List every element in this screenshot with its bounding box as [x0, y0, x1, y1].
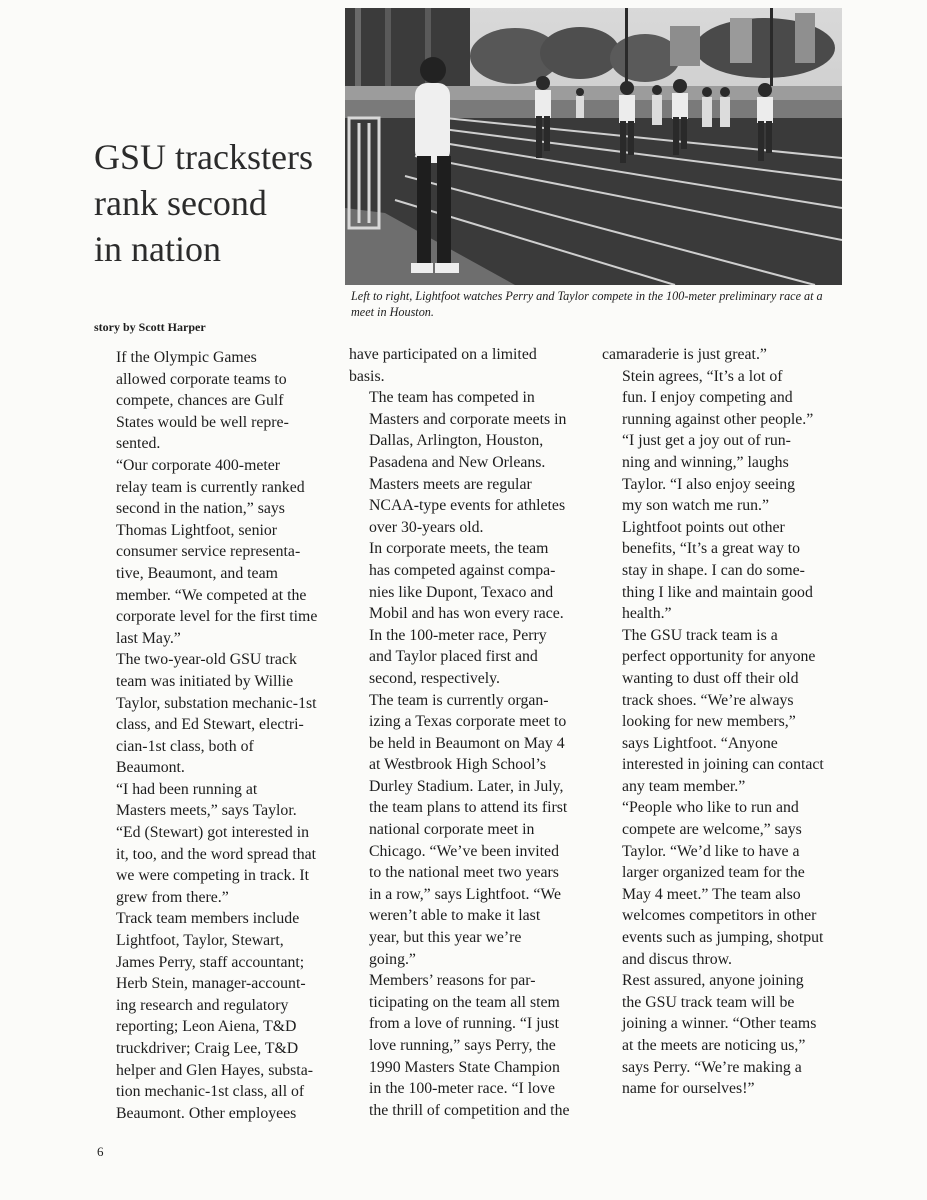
text-line: Mobil and has won every race. [369, 605, 564, 623]
text-line: wanting to dust off their old [622, 669, 799, 687]
text-line: team was initiated by Willie [116, 672, 294, 690]
text-line: second in the nation,” says [116, 500, 285, 518]
text-line: love running,” says Perry, the [369, 1037, 556, 1054]
article-paragraph [96, 779, 340, 909]
text-line: ticipating on the team all stem [369, 993, 560, 1011]
text-line: ning and winning,” laughs [622, 453, 789, 471]
text-line: Pasadena and New Orleans. [369, 453, 546, 471]
text-line: “I just get a joy out of run- [622, 432, 791, 450]
text-line: May 4 meet.” The team also [622, 885, 801, 903]
text-line: Taylor, substation mechanic-1st [116, 694, 317, 712]
text-line: and discus throw. [622, 950, 732, 968]
text-line: States would be well repre- [116, 413, 289, 431]
text-line: we were competing in track. It [116, 867, 309, 885]
text-line: have participated on a limited [349, 346, 537, 363]
article-paragraph [602, 366, 848, 431]
text-line: says Perry. “We’re making a [622, 1058, 802, 1076]
text-line: izing a Texas corporate meet to [369, 713, 567, 731]
text-line: events such as jumping, shotput [622, 929, 824, 947]
text-line: Stein agrees, “It’s a lot of [622, 367, 783, 385]
text-line: running against other people.” [622, 410, 814, 428]
text-line: national corporate meet in [369, 821, 535, 839]
text-line: Thomas Lightfoot, senior [116, 521, 278, 539]
text-line: Beaumont. [116, 759, 185, 777]
text-line: track shoes. “We’re always [622, 691, 794, 709]
text-line: joining a winner. “Other teams [622, 1015, 817, 1033]
text-line: Taylor. “I also enjoy seeing [622, 475, 796, 493]
text-line: camaraderie is just great.” [602, 346, 767, 363]
track-meet-photo [345, 8, 842, 285]
text-line: perfect opportunity for anyone [622, 648, 816, 666]
article-column-2 [349, 344, 589, 1121]
text-line: larger organized team for the [622, 864, 805, 882]
text-line: NCAA-type events for athletes [369, 497, 566, 515]
text-line: looking for new members,” [622, 713, 796, 731]
text-line: grew from there.” [116, 888, 229, 906]
text-line: compete are welcome,” says [622, 821, 802, 839]
text-line: in a row,” says Lightfoot. “We [369, 885, 562, 903]
text-line: sented. [116, 435, 161, 453]
text-line: consumer service representa- [116, 543, 301, 561]
headline-line: in nation [94, 229, 221, 269]
text-line: Herb Stein, manager-account- [116, 975, 306, 993]
article-paragraph [349, 690, 589, 971]
text-line: tive, Beaumont, and team [116, 564, 278, 582]
text-line: ing research and regulatory [116, 996, 289, 1014]
page-number: 6 [97, 1144, 104, 1159]
text-line: allowed corporate teams to [116, 370, 287, 388]
text-line: Masters meets,” says Taylor. [116, 802, 297, 820]
text-line: “People who like to run and [622, 799, 799, 817]
text-line: the thrill of competition and the [369, 1101, 570, 1119]
text-line: Lightfoot points out other [622, 518, 785, 536]
text-line: any team member.” [622, 777, 746, 795]
text-line: Dallas, Arlington, Houston, [369, 432, 544, 450]
text-line: my son watch me run.” [622, 497, 769, 515]
text-line: Track team members include [116, 910, 300, 928]
text-line: it, too, and the word spread that [116, 845, 317, 863]
text-line: weren’t able to make it last [369, 907, 541, 925]
article-paragraph [602, 970, 848, 1100]
article-column-3 [602, 344, 848, 1100]
article-column-1 [96, 347, 340, 1124]
text-line: cian-1st class, both of [116, 737, 254, 755]
text-line: the team plans to attend its first [369, 799, 568, 817]
article-paragraph [96, 908, 340, 1124]
text-line: The team has competed in [369, 389, 535, 407]
text-line: compete, chances are Gulf [116, 392, 284, 410]
article-paragraph [349, 538, 589, 689]
article-paragraph [602, 797, 848, 970]
text-line: health.” [622, 605, 672, 623]
text-line: “Our corporate 400-meter [116, 456, 281, 474]
text-line: stay in shape. I can do some- [622, 561, 805, 579]
text-line: In the 100-meter race, Perry [369, 626, 547, 644]
text-line: second, respectively. [369, 669, 501, 687]
text-line: James Perry, staff accountant; [116, 953, 305, 971]
text-line: thing I like and maintain good [622, 583, 813, 601]
text-line: If the Olympic Games [116, 349, 257, 366]
text-line: Lightfoot, Taylor, Stewart, [116, 932, 284, 950]
text-line: benefits, “It’s a great way to [622, 540, 801, 558]
text-line: Masters and corporate meets in [369, 410, 567, 428]
text-line: reporting; Leon Aiena, T&D [116, 1018, 297, 1036]
text-line: over 30-years old. [369, 518, 484, 536]
text-line: The team is currently organ- [369, 691, 549, 709]
text-line: Rest assured, anyone joining [622, 972, 804, 990]
text-line: 1990 Masters State Champion [369, 1058, 560, 1076]
text-line: be held in Beaumont on May 4 [369, 734, 565, 752]
text-line: says Lightfoot. “Anyone [622, 734, 778, 752]
text-line: class, and Ed Stewart, electri- [116, 716, 304, 734]
text-line: in the 100-meter race. “I love [369, 1080, 555, 1098]
article-paragraph [349, 387, 589, 538]
article-paragraph [602, 344, 848, 366]
article-paragraph [96, 347, 340, 455]
article-paragraph [349, 344, 589, 387]
article-paragraph [602, 430, 848, 516]
text-line: at the meets are noticing us,” [622, 1037, 806, 1054]
text-line: Chicago. “We’ve been invited [369, 842, 559, 860]
byline: story by Scott Harper [94, 320, 206, 334]
headline-line: rank second [94, 183, 267, 223]
text-line: year, but this year we’re [369, 929, 522, 947]
text-line: relay team is currently ranked [116, 478, 305, 496]
text-line: Taylor. “We’d like to have a [622, 842, 800, 860]
text-line: Beaumont. Other employees [116, 1104, 297, 1122]
text-line: In corporate meets, the team [369, 540, 549, 558]
text-line: and Taylor placed first and [369, 648, 538, 666]
text-line: The two-year-old GSU track [116, 651, 297, 669]
article-paragraph [602, 625, 848, 798]
article-paragraph [602, 517, 848, 625]
text-line: “I had been running at [116, 780, 258, 798]
text-line: to the national meet two years [369, 864, 559, 882]
text-line: tion mechanic-1st class, all of [116, 1083, 305, 1101]
text-line: welcomes competitors in other [622, 907, 817, 925]
text-line: at Westbrook High School’s [369, 756, 547, 774]
text-line: truckdriver; Craig Lee, T&D [116, 1040, 299, 1057]
headline-line: GSU tracksters [94, 137, 313, 177]
text-line: from a love of running. “I just [369, 1015, 559, 1033]
text-line: name for ourselves!” [622, 1080, 755, 1098]
headline [94, 134, 313, 272]
text-line: Members’ reasons for par- [369, 972, 536, 990]
text-line: interested in joining can contact [622, 756, 824, 774]
text-line: Durley Stadium. Later, in July, [369, 777, 564, 795]
text-line: corporate level for the first time [116, 608, 318, 626]
text-line: The GSU track team is a [622, 626, 778, 644]
text-line: last May.” [116, 629, 181, 647]
text-line: Masters meets are regular [369, 475, 532, 493]
photo-caption: Left to right, Lightfoot watches Perry and Taylor compete in the 100-meter preliminary race at a meet in Houston. [351, 289, 823, 319]
text-line: fun. I enjoy competing and [622, 389, 793, 407]
text-line: member. “We competed at the [116, 586, 307, 604]
text-line: nies like Dupont, Texaco and [369, 583, 554, 601]
article-paragraph [96, 455, 340, 649]
text-line: has competed against compa- [369, 561, 556, 579]
text-line: the GSU track team will be [622, 993, 795, 1011]
article-paragraph [349, 970, 589, 1121]
text-line: going.” [369, 950, 416, 968]
text-line: “Ed (Stewart) got interested in [116, 824, 310, 842]
text-line: basis. [349, 367, 385, 385]
article-paragraph [96, 649, 340, 779]
text-line: helper and Glen Hayes, substa- [116, 1061, 313, 1079]
